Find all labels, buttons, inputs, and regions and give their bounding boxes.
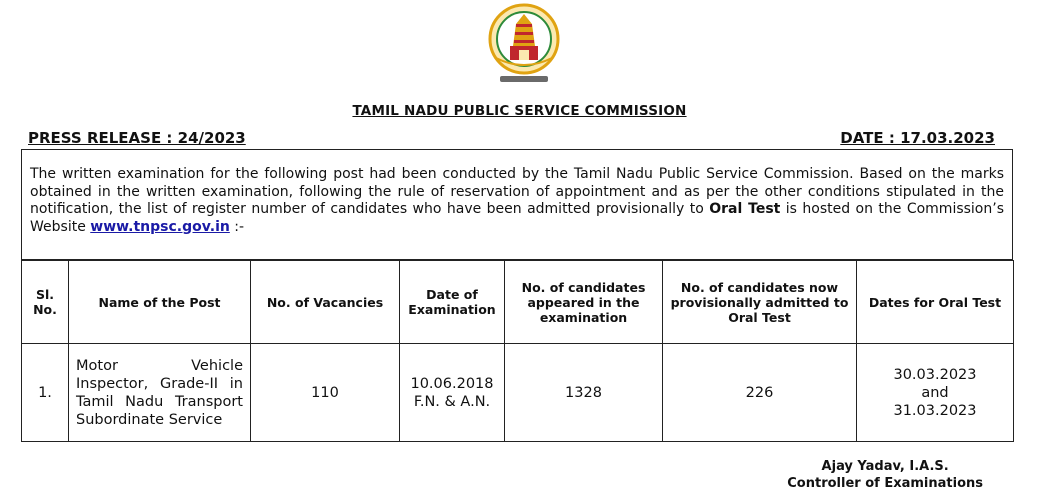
intro-text-after: :- bbox=[229, 218, 245, 235]
header-oral-dates: Dates for Oral Test bbox=[857, 261, 1014, 344]
header-vacancies: No. of Vacancies bbox=[251, 261, 400, 344]
intro-text-middle: is hosted on the Commission’s Website bbox=[30, 201, 1004, 235]
oral-test-table bbox=[21, 260, 1014, 442]
cell-sl-no: 1. bbox=[22, 344, 69, 442]
tamil-nadu-emblem bbox=[472, 2, 576, 86]
website-link[interactable]: www.tnpsc.gov.in bbox=[90, 218, 230, 235]
signature-block bbox=[787, 458, 983, 492]
header-admitted: No. of candidates now provisionally admitted to Oral Test bbox=[663, 261, 857, 344]
table-header-row bbox=[22, 261, 1014, 344]
commission-title: TAMIL NADU PUBLIC SERVICE COMMISSION bbox=[352, 103, 687, 119]
intro-paragraph bbox=[21, 149, 1013, 260]
intro-text-before: The written examination for the following post had been conducted by the Tamil Nadu Public Service Commission. Based on the marks obtained in the written examination, following the rule of reservation of appointment and as per the other conditions stipulated in the notification, the list of register number of candidates who have been admitted provisionally to bbox=[30, 166, 1004, 217]
press-release-date: DATE : 17.03.2023 bbox=[840, 129, 995, 147]
cell-vacancies: 110 bbox=[251, 344, 400, 442]
cell-oral-dates bbox=[857, 344, 1014, 442]
header-sl-no: Sl. No. bbox=[22, 261, 69, 344]
cell-post-name: Motor Vehicle Inspector, Grade-II in Tamil Nadu Transport Subordinate Service bbox=[69, 344, 251, 442]
press-release-number: PRESS RELEASE : 24/2023 bbox=[28, 129, 246, 147]
signatory-designation: Controller of Examinations bbox=[787, 476, 983, 491]
header-post-name: Name of the Post bbox=[69, 261, 251, 344]
oral-date-conjunction: and bbox=[921, 384, 949, 401]
header-exam-date: Date of Examination bbox=[400, 261, 505, 344]
cell-appeared: 1328 bbox=[505, 344, 663, 442]
exam-date-line: 10.06.2018 bbox=[410, 375, 494, 392]
oral-date-start: 30.03.2023 bbox=[893, 366, 977, 383]
signatory-name: Ajay Yadav, I.A.S. bbox=[821, 459, 949, 474]
intro-emphasis: Oral Test bbox=[709, 201, 781, 217]
exam-session-line: F.N. & A.N. bbox=[413, 393, 491, 410]
oral-date-end: 31.03.2023 bbox=[893, 402, 977, 419]
cell-exam-date bbox=[400, 344, 505, 442]
cell-admitted: 226 bbox=[663, 344, 857, 442]
table-row bbox=[22, 344, 1014, 442]
header-appeared: No. of candidates appeared in the examination bbox=[505, 261, 663, 344]
